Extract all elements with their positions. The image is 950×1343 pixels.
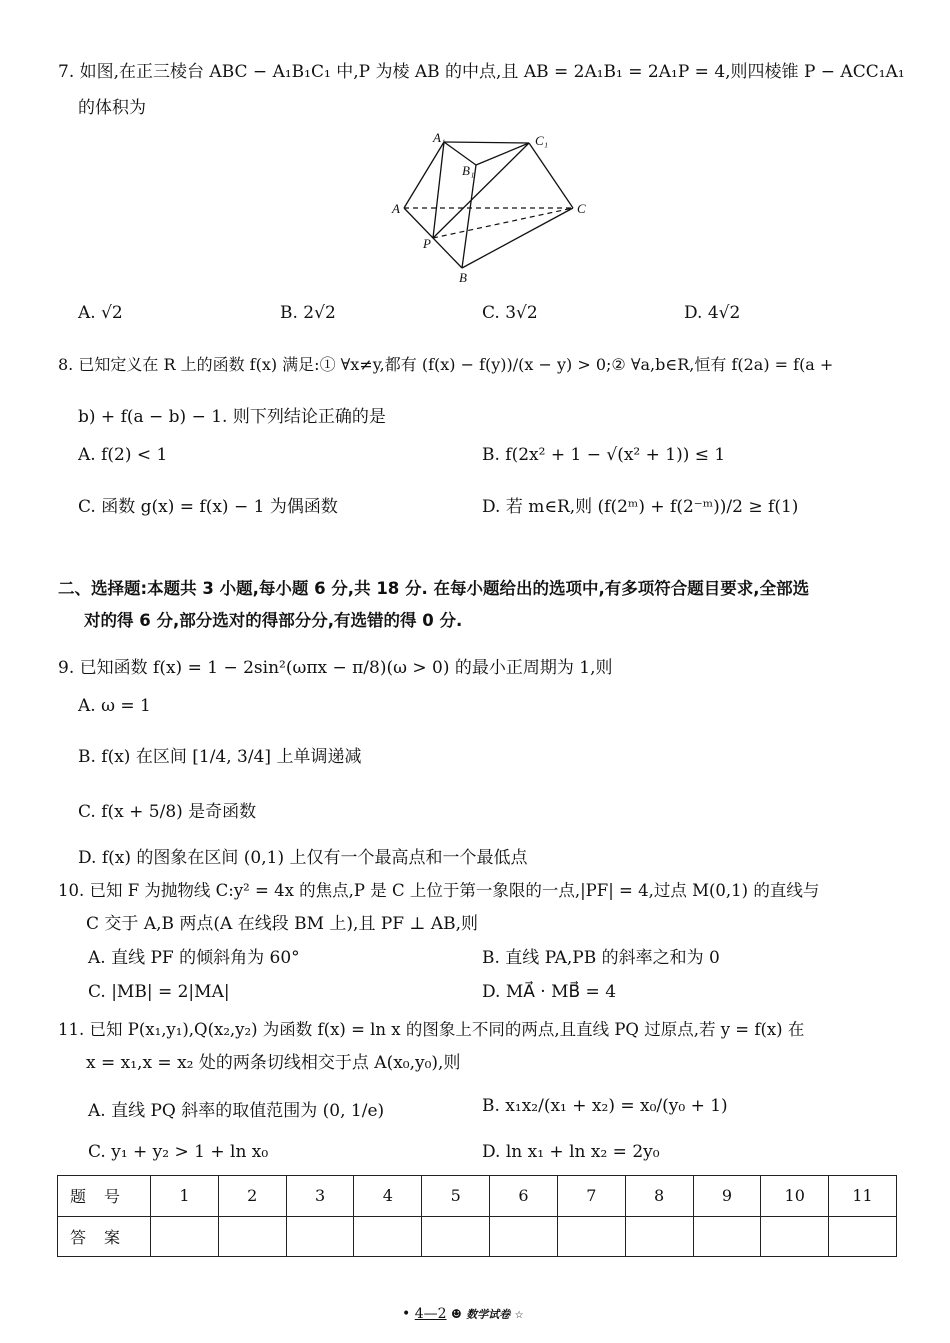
page-footer bbox=[402, 1306, 524, 1322]
q8-option-c: C. 函数 g(x) = f(x) − 1 为偶函数 bbox=[78, 497, 338, 517]
q7-option-b: B. 2√2 bbox=[280, 303, 336, 323]
number-cell: 2 bbox=[218, 1176, 286, 1217]
number-cell: 6 bbox=[490, 1176, 558, 1217]
answer-cell[interactable] bbox=[422, 1216, 490, 1257]
answer-cell[interactable] bbox=[218, 1216, 286, 1257]
label-B: B bbox=[459, 270, 467, 285]
label-A: A bbox=[392, 201, 400, 216]
number-cell: 3 bbox=[286, 1176, 354, 1217]
q7-option-a: A. √2 bbox=[78, 303, 123, 323]
section2-heading-line2: 对的得 6 分,部分选对的得部分分,有选错的得 0 分. bbox=[84, 611, 463, 630]
label-P: P bbox=[423, 236, 431, 251]
q7-stem-line2: 的体积为 bbox=[78, 98, 146, 118]
footer-dot-icon: • bbox=[402, 1306, 411, 1322]
answer-table-answer-row bbox=[58, 1216, 897, 1257]
section2-heading-line1: 二、选择题:本题共 3 小题,每小题 6 分,共 18 分. 在每小题给出的选项中,有多项符合题目要求,全部选 bbox=[58, 579, 810, 598]
page-number: 4—2 bbox=[414, 1306, 447, 1322]
q7-frustum-figure bbox=[385, 125, 600, 285]
answer-table-number-row bbox=[58, 1176, 897, 1217]
q8-stem-line1: 8. 已知定义在 R 上的函数 f(x) 满足:① ∀x≠y,都有 (f(x) − f(y))/(x − y) > 0;② ∀a,b∈R,恒有 f(2a) = f(a + bbox=[58, 355, 834, 374]
number-cell: 4 bbox=[354, 1176, 422, 1217]
q10-option-c: C. |MB| = 2|MA| bbox=[88, 982, 230, 1002]
q9-option-d: D. f(x) 的图象在区间 (0,1) 上仅有一个最高点和一个最低点 bbox=[78, 848, 528, 868]
q11-option-c: C. y₁ + y₂ > 1 + ln x₀ bbox=[88, 1142, 269, 1162]
answer-cell[interactable] bbox=[557, 1216, 625, 1257]
footer-mascot-icon: ☻ bbox=[451, 1307, 462, 1321]
number-cell: 9 bbox=[693, 1176, 761, 1217]
answer-cell[interactable] bbox=[490, 1216, 558, 1257]
footer-label: 数学试卷 bbox=[466, 1308, 511, 1321]
q10-option-a: A. 直线 PF 的倾斜角为 60° bbox=[88, 948, 300, 968]
label-A1: A₁ bbox=[433, 130, 446, 145]
answer-cell[interactable] bbox=[693, 1216, 761, 1257]
answer-cell[interactable] bbox=[354, 1216, 422, 1257]
q7-option-c: C. 3√2 bbox=[482, 303, 538, 323]
answer-cell[interactable] bbox=[286, 1216, 354, 1257]
q7-option-d: D. 4√2 bbox=[684, 303, 741, 323]
row-header-number: 题号 bbox=[58, 1176, 151, 1217]
number-cell: 1 bbox=[151, 1176, 219, 1217]
q11-option-b: B. x₁x₂/(x₁ + x₂) = x₀/(y₀ + 1) bbox=[482, 1096, 728, 1116]
q10-option-d: D. MA⃗ · MB⃗ = 4 bbox=[482, 982, 617, 1002]
q10-stem-line1: 10. 已知 F 为抛物线 C:y² = 4x 的焦点,P 是 C 上位于第一象限的一点,|PF| = 4,过点 M(0,1) 的直线与 bbox=[58, 881, 820, 900]
q8-option-b: B. f(2x² + 1 − √(x² + 1)) ≤ 1 bbox=[482, 445, 726, 465]
q8-option-d: D. 若 m∈R,则 (f(2ᵐ) + f(2⁻ᵐ))/2 ≥ f(1) bbox=[482, 497, 799, 517]
label-C: C bbox=[577, 201, 586, 216]
footer-star-icon: ☆ bbox=[514, 1310, 524, 1321]
q9-option-b: B. f(x) 在区间 [1/4, 3/4] 上单调递减 bbox=[78, 747, 362, 767]
answer-cell[interactable] bbox=[151, 1216, 219, 1257]
q10-stem-line2: C 交于 A,B 两点(A 在线段 BM 上),且 PF ⊥ AB,则 bbox=[86, 914, 479, 934]
q10-option-b: B. 直线 PA,PB 的斜率之和为 0 bbox=[482, 948, 720, 968]
q9-option-a: A. ω = 1 bbox=[78, 696, 151, 716]
label-C1: C₁ bbox=[535, 133, 549, 148]
answer-cell[interactable] bbox=[829, 1216, 897, 1257]
number-cell: 11 bbox=[829, 1176, 897, 1217]
label-B1: B₁ bbox=[462, 163, 475, 178]
number-cell: 5 bbox=[422, 1176, 490, 1217]
q11-stem-line1: 11. 已知 P(x₁,y₁),Q(x₂,y₂) 为函数 f(x) = ln x 的图象上不同的两点,且直线 PQ 过原点,若 y = f(x) 在 bbox=[58, 1020, 805, 1039]
answer-cell[interactable] bbox=[761, 1216, 829, 1257]
q11-option-d: D. ln x₁ + ln x₂ = 2y₀ bbox=[482, 1142, 660, 1162]
number-cell: 7 bbox=[557, 1176, 625, 1217]
answer-table bbox=[57, 1175, 897, 1257]
q9-option-c: C. f(x + 5/8) 是奇函数 bbox=[78, 802, 257, 822]
q11-option-a: A. 直线 PQ 斜率的取值范围为 (0, 1/e) bbox=[88, 1101, 385, 1121]
q8-option-a: A. f(2) < 1 bbox=[78, 445, 168, 465]
q11-stem-line2: x = x₁,x = x₂ 处的两条切线相交于点 A(x₀,y₀),则 bbox=[86, 1053, 461, 1073]
number-cell: 10 bbox=[761, 1176, 829, 1217]
q8-stem-line2: b) + f(a − b) − 1. 则下列结论正确的是 bbox=[78, 407, 386, 427]
number-cell: 8 bbox=[625, 1176, 693, 1217]
q7-stem-line1: 7. 如图,在正三棱台 ABC − A₁B₁C₁ 中,P 为棱 AB 的中点,且 AB = 2A₁B₁ = 2A₁P = 4,则四棱锥 P − ACC₁A₁ bbox=[58, 62, 905, 82]
answer-cell[interactable] bbox=[625, 1216, 693, 1257]
q9-stem: 9. 已知函数 f(x) = 1 − 2sin²(ωπx − π/8)(ω > 0) 的最小正周期为 1,则 bbox=[58, 658, 613, 678]
row-header-answer: 答案 bbox=[58, 1216, 151, 1257]
